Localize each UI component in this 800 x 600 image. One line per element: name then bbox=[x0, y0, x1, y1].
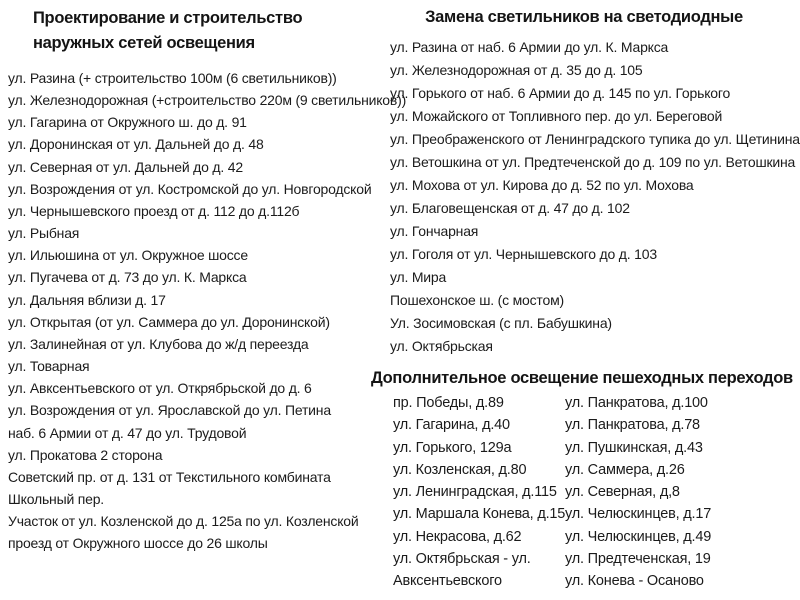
crosswalk-list-right bbox=[565, 392, 797, 593]
list-item: Школьный пер. bbox=[8, 490, 105, 507]
list-item: ул. Гагарина, д.40 bbox=[393, 417, 510, 434]
led-street-list bbox=[371, 36, 800, 358]
list-item: ул. Возрождения от ул. Костромской до ул. Новгородской bbox=[8, 180, 372, 197]
list-item: ул. Предтеченская, 19 bbox=[565, 551, 711, 568]
list-item: Участок от ул. Козленской до д. 125а по ул. Козленской bbox=[8, 513, 359, 530]
crosswalk-list-left bbox=[371, 392, 565, 593]
list-item: ул. Пугачева от д. 73 до ул. К. Маркса bbox=[8, 269, 247, 286]
section-title-design bbox=[8, 6, 388, 56]
list-item: ул. Железнодорожная (+строительство 220м (9 светильников)) bbox=[8, 92, 407, 109]
section-design bbox=[8, 6, 407, 554]
list-item: ул. Залинейная от ул. Клубова до ж/д переезда bbox=[8, 335, 309, 352]
list-item: ул. Панкратова, д.78 bbox=[565, 417, 700, 434]
list-item: ул. Мира bbox=[390, 269, 447, 285]
list-item: ул. Челюскинцев, д.17 bbox=[565, 506, 712, 523]
list-item: Пошехонское ш. (с мостом) bbox=[390, 292, 564, 308]
list-item: ул. Саммера, д.26 bbox=[565, 461, 685, 478]
list-item: ул. Товарная bbox=[8, 358, 90, 375]
list-item: ул. Доронинская от ул. Дальней до д. 48 bbox=[8, 136, 264, 153]
section-title-design-line2: наружных сетей освещения bbox=[33, 34, 255, 52]
list-item: ул. Гагарина от Окружного ш. до д. 91 bbox=[8, 114, 247, 131]
list-item: ул. Прокатова 2 сторона bbox=[8, 446, 163, 463]
list-item: ул. Авксентьевского от ул. Открябрьской до д. 6 bbox=[8, 380, 312, 397]
section-title-design-line1: Проектирование и строительство bbox=[33, 9, 303, 27]
crosswalk-columns bbox=[371, 392, 797, 593]
list-item: ул. Пушкинская, д.43 bbox=[565, 439, 703, 456]
list-item: ул. Ветошкина от ул. Предтеченской до д. 109 по ул. Ветошкина bbox=[390, 154, 796, 170]
list-item: ул. Гоголя от ул. Чернышевского до д. 103 bbox=[390, 246, 657, 262]
list-item: ул. Гончарная bbox=[390, 223, 479, 239]
list-item: ул. Ильюшина от ул. Окружное шоссе bbox=[8, 247, 248, 264]
list-item: ул. Возрождения от ул. Ярославской до ул. Петина bbox=[8, 402, 331, 419]
list-item: Ул. Зосимовская (с пл. Бабушкина) bbox=[390, 315, 612, 331]
section-right-column bbox=[371, 6, 800, 593]
list-item: ул. Конева - Осаново bbox=[565, 573, 704, 590]
list-item: ул. Челюскинцев, д.49 bbox=[565, 528, 712, 545]
list-item: ул. Некрасова, д.62 bbox=[393, 528, 522, 545]
list-item: ул. Октябрьская - ул. bbox=[393, 551, 531, 568]
design-street-list bbox=[8, 67, 407, 554]
list-item: ул. Козленская, д.80 bbox=[393, 461, 527, 478]
list-item: ул. Ленинградская, д.115 bbox=[393, 484, 557, 501]
list-item: ул. Дальняя вблизи д. 17 bbox=[8, 291, 166, 308]
list-item: ул. Маршала Конева, д.15 bbox=[393, 506, 566, 523]
list-item: ул. Благовещенская от д. 47 до д. 102 bbox=[390, 200, 630, 216]
list-item: ул. Мохова от ул. Кирова до д. 52 по ул. Мохова bbox=[390, 177, 694, 193]
list-item: пр. Победы, д.89 bbox=[393, 395, 504, 411]
list-item: ул. Горького, 129а bbox=[393, 439, 512, 456]
list-item: наб. 6 Армии от д. 47 до ул. Трудовой bbox=[8, 424, 247, 441]
list-item: ул. Чернышевского проезд от д. 112 до д.112б bbox=[8, 202, 300, 219]
section-title-led: Замена светильников на светодиодные bbox=[425, 8, 743, 26]
list-item: ул. Северная, д,8 bbox=[565, 484, 680, 501]
list-item: ул. Открытая (от ул. Саммера до ул. Доронинской) bbox=[8, 313, 330, 330]
list-item: ул. Разина от наб. 6 Армии до ул. К. Маркса bbox=[390, 39, 669, 55]
list-item: Авксентьевского bbox=[393, 573, 502, 590]
list-item: ул. Октябрьская bbox=[390, 338, 493, 354]
list-item: Советский пр. от д. 131 от Текстильного комбината bbox=[8, 468, 331, 485]
list-item: ул. Северная от ул. Дальней до д. 42 bbox=[8, 158, 243, 175]
list-item: ул. Преображенского от Ленинградского тупика до ул. Щетинина bbox=[390, 131, 800, 147]
list-item: ул. Горького от наб. 6 Армии до д. 145 по ул. Горького bbox=[390, 85, 731, 101]
list-item: ул. Железнодорожная от д. 35 до д. 105 bbox=[390, 62, 643, 78]
list-item: ул. Рыбная bbox=[8, 225, 80, 242]
section-title-crosswalk: Дополнительное освещение пешеходных переходов bbox=[371, 369, 793, 387]
list-item: ул. Панкратова, д.100 bbox=[565, 395, 708, 411]
list-item: ул. Можайского от Топливного пер. до ул. Береговой bbox=[390, 108, 723, 124]
list-item: проезд от Окружного шоссе до 26 школы bbox=[8, 535, 268, 552]
list-item: ул. Разина (+ строительство 100м (6 светильников)) bbox=[8, 70, 337, 86]
